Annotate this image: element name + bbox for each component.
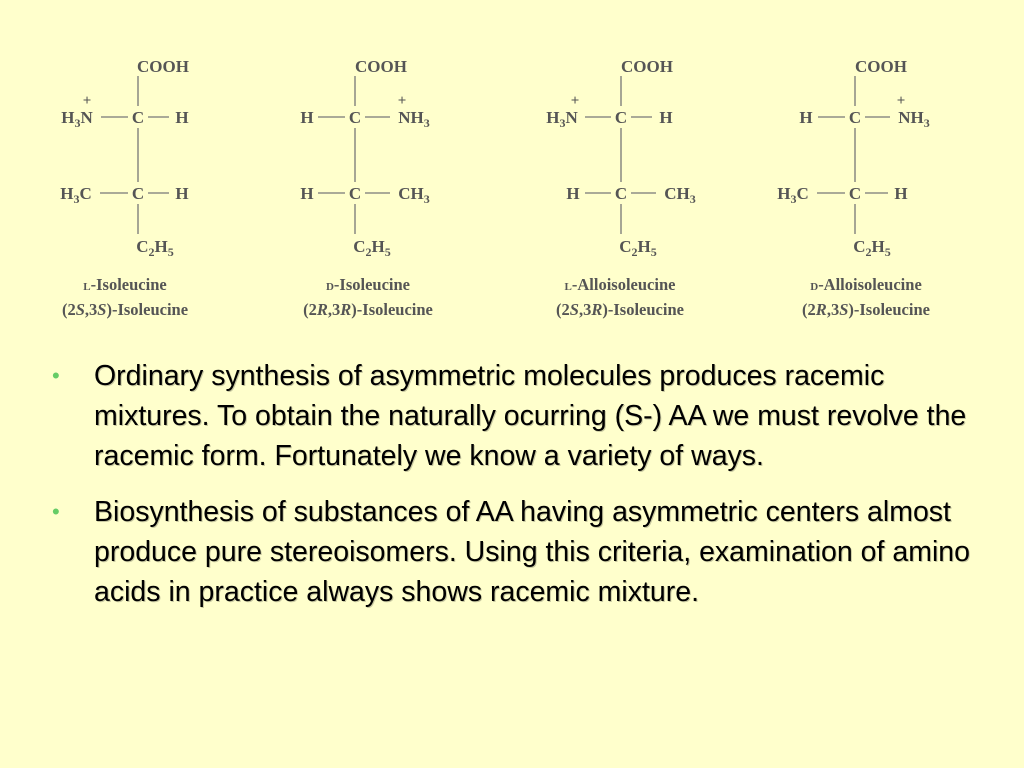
- right-group-2: H: [894, 184, 908, 203]
- charge-plus: +: [570, 93, 580, 109]
- top-group: COOH: [355, 57, 407, 76]
- right-group-1: $NH_3$: [898, 108, 930, 130]
- left-group-1: $H_3N$: [61, 108, 93, 130]
- chiral-carbon-3: C: [848, 184, 862, 203]
- bullet-text: Ordinary synthesis of asymmetric molecules produces racemic mixtures. To obtain the naturally ocurring (S-) AA we must revolve the racemic form. Fortunately we know a variety of ways.: [94, 360, 967, 472]
- charge-plus: +: [82, 93, 92, 109]
- bottom-group: $C_2H_5$: [619, 237, 657, 259]
- bullet-list: [52, 356, 982, 628]
- chiral-carbon-2: C: [348, 108, 362, 127]
- structure-configuration: (2R,3S)-Isoleucine: [802, 300, 930, 319]
- charge-plus: +: [896, 93, 906, 109]
- chiral-carbon-2: C: [131, 108, 145, 127]
- top-group: COOH: [855, 57, 907, 76]
- bullet-dot-icon: •: [52, 499, 60, 524]
- right-group-1: $NH_3$: [398, 108, 430, 130]
- top-group: COOH: [137, 57, 189, 76]
- bullet-dot-icon: •: [52, 363, 60, 388]
- left-group-2: H: [300, 184, 314, 203]
- left-group-1: $H_3N$: [546, 108, 578, 130]
- isoleucine-stereoisomer-figure: [0, 0, 1024, 340]
- structure-configuration: (2R,3R)-Isoleucine: [303, 300, 433, 319]
- chiral-carbon-3: C: [131, 184, 145, 203]
- top-group: COOH: [621, 57, 673, 76]
- left-group-1: H: [300, 108, 314, 127]
- bottom-group: $C_2H_5$: [853, 237, 891, 259]
- structure-l-isoleucine: [60, 57, 189, 319]
- structure-l-alloisoleucine: [546, 57, 696, 319]
- left-group-1: H: [799, 108, 813, 127]
- right-group-2: H: [175, 184, 189, 203]
- structure-name: D-Isoleucine: [325, 275, 411, 294]
- structure-d-alloisoleucine: [777, 57, 930, 319]
- chiral-carbon-2: C: [848, 108, 862, 127]
- left-group-2: $H_3C$: [777, 184, 809, 206]
- chiral-carbon-2: C: [614, 108, 628, 127]
- right-group-2: $CH_3$: [664, 184, 696, 206]
- structure-d-isoleucine: [300, 57, 432, 319]
- charge-plus: +: [397, 93, 407, 109]
- bottom-group: $C_2H_5$: [353, 237, 391, 259]
- right-group-2: $CH_3$: [398, 184, 430, 206]
- bullet-item: [52, 356, 982, 476]
- right-group-1: H: [175, 108, 189, 127]
- left-group-2: $H_3C$: [60, 184, 92, 206]
- structure-configuration: (2S,3R)-Isoleucine: [556, 300, 684, 319]
- right-group-1: H: [659, 108, 673, 127]
- bullet-item: [52, 492, 982, 612]
- chiral-carbon-3: C: [614, 184, 628, 203]
- structure-configuration: (2S,3S)-Isoleucine: [61, 300, 189, 319]
- chiral-carbon-3: C: [348, 184, 362, 203]
- bullet-text: Biosynthesis of substances of AA having asymmetric centers almost produce pure stereoisomers. Using this criteria, examination of amino acids in practice always shows racemic mixture.: [94, 496, 970, 608]
- structure-name: L-Alloisoleucine: [564, 275, 676, 294]
- structure-name: L-Isoleucine: [83, 275, 167, 294]
- structure-name: D-Alloisoleucine: [810, 275, 922, 294]
- bottom-group: $C_2H_5$: [136, 237, 174, 259]
- left-group-2: H: [566, 184, 580, 203]
